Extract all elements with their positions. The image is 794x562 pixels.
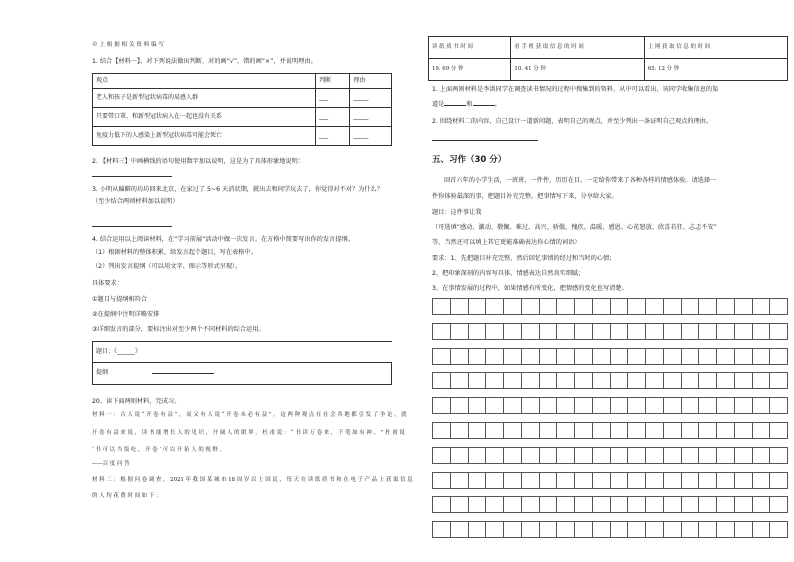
grid-cell[interactable] <box>593 398 611 413</box>
grid-cell[interactable] <box>469 349 487 364</box>
grid-cell[interactable] <box>628 423 646 438</box>
grid-cell[interactable] <box>593 522 611 537</box>
grid-cell[interactable] <box>557 423 575 438</box>
grid-cell[interactable] <box>699 448 717 463</box>
grid-cell[interactable] <box>469 497 487 512</box>
grid-cell[interactable] <box>433 473 451 488</box>
grid-cell[interactable] <box>469 373 487 388</box>
grid-cell[interactable] <box>682 373 700 388</box>
grid-cell[interactable] <box>575 349 593 364</box>
question-2: 2. 【材料三】中画横线的语句使用数字加以说明，这是为了具体形象地说明： <box>92 158 305 165</box>
grid-cell[interactable] <box>593 299 611 314</box>
grid-cell[interactable] <box>664 423 682 438</box>
essay-requirement-2: 2、把印象深刻的内容写具体，情感表达自然真实细腻； <box>432 270 585 277</box>
grid-cell[interactable] <box>593 448 611 463</box>
material-2-line-1: 材 料 二 ： 根 据 问 卷 调 查 ， 2021 年 我 国 某 城 市 18 周 岁 以 上 国 民 ， 每 天 在 读 纸 质 书 和 在 电 子 产 品 上 获 取 信 息 <box>92 477 413 483</box>
grid-cell[interactable] <box>753 349 771 364</box>
grid-cell[interactable] <box>522 398 540 413</box>
grid-cell[interactable] <box>682 324 700 339</box>
grid-cell[interactable] <box>735 324 753 339</box>
grid-cell[interactable] <box>522 324 540 339</box>
grid-cell[interactable] <box>486 299 504 314</box>
section-5-title: 五、习作（30 分） <box>432 155 507 165</box>
grid-cell[interactable] <box>540 349 558 364</box>
grid-cell[interactable] <box>699 373 717 388</box>
grid-row[interactable] <box>432 372 788 389</box>
reason-blank[interactable]: _____ <box>350 108 392 127</box>
header-internet: 上 网 获 取 信 息 的 时 间 <box>644 37 787 59</box>
header-judge: 判断 <box>316 74 350 89</box>
grid-cell[interactable] <box>628 299 646 314</box>
grid-cell[interactable] <box>611 349 629 364</box>
grid-cell[interactable] <box>522 522 540 537</box>
grid-cell[interactable] <box>504 423 522 438</box>
requirement-1: ①题目与提纲相符合 <box>92 296 148 303</box>
answer-line-right-2[interactable] <box>432 140 538 141</box>
answer-blank-2[interactable] <box>473 105 495 106</box>
grid-cell[interactable] <box>575 398 593 413</box>
grid-cell[interactable] <box>735 299 753 314</box>
grid-cell[interactable] <box>540 299 558 314</box>
grid-cell[interactable] <box>593 423 611 438</box>
grid-cell[interactable] <box>735 448 753 463</box>
opinion-table <box>92 73 392 146</box>
grid-cell[interactable] <box>557 349 575 364</box>
grid-cell[interactable] <box>664 473 682 488</box>
essay-title-label: 题目：这件事让我 <box>432 209 482 216</box>
grid-cell[interactable] <box>451 448 469 463</box>
value-phone: 10. 41 分 钟 <box>511 59 644 81</box>
grid-cell[interactable] <box>699 423 717 438</box>
right-question-1-blanks <box>432 101 501 109</box>
grid-cell[interactable] <box>575 497 593 512</box>
grid-cell[interactable] <box>433 497 451 512</box>
grid-cell[interactable] <box>646 349 664 364</box>
grid-cell[interactable] <box>770 349 787 364</box>
grid-cell[interactable] <box>486 398 504 413</box>
grid-cell[interactable] <box>611 448 629 463</box>
outline-cell[interactable] <box>93 363 392 385</box>
table-row <box>93 89 392 108</box>
table-row <box>93 127 392 146</box>
grid-cell[interactable] <box>611 299 629 314</box>
grid-cell[interactable] <box>646 398 664 413</box>
grid-cell[interactable] <box>646 473 664 488</box>
grid-cell[interactable] <box>628 448 646 463</box>
grid-cell[interactable] <box>717 423 735 438</box>
grid-cell[interactable] <box>664 522 682 537</box>
grid-cell[interactable] <box>664 497 682 512</box>
grid-cell[interactable] <box>486 423 504 438</box>
grid-cell[interactable] <box>504 473 522 488</box>
grid-cell[interactable] <box>486 448 504 463</box>
grid-cell[interactable] <box>469 448 487 463</box>
grid-cell[interactable] <box>522 448 540 463</box>
grid-cell[interactable] <box>451 299 469 314</box>
grid-cell[interactable] <box>753 497 771 512</box>
grid-cell[interactable] <box>646 373 664 388</box>
writing-prompt-1: 回首六年的小学生活，一班班，一件件，历历在目，一定给你带来了各种各样的情感体验。请选择一 <box>444 177 717 184</box>
grid-cell[interactable] <box>611 497 629 512</box>
grid-cell[interactable] <box>735 398 753 413</box>
grid-cell[interactable] <box>611 522 629 537</box>
grid-cell[interactable] <box>504 349 522 364</box>
header-reason: 理由 <box>350 74 392 89</box>
requirement-3: ③详细发言的部分，要标注出对至少两个不同材料的综合运用。 <box>92 326 265 333</box>
grid-cell[interactable] <box>557 373 575 388</box>
material-2-line-2: 的 人 均 花 费 时 间 如 下 ： <box>92 493 162 499</box>
table-row <box>429 59 788 81</box>
grid-cell[interactable] <box>770 448 787 463</box>
judge-blank[interactable]: ___ <box>316 89 350 108</box>
grid-cell[interactable] <box>699 522 717 537</box>
grid-cell[interactable] <box>699 299 717 314</box>
question-4: 4. 结合运用以上阅读材料，在“学习前展”活动中做一次发言。在方格中简要写出你的发言提纲。 <box>92 236 354 243</box>
grid-cell[interactable] <box>717 473 735 488</box>
grid-cell[interactable] <box>469 522 487 537</box>
grid-cell[interactable] <box>611 324 629 339</box>
grid-cell[interactable] <box>593 349 611 364</box>
grid-cell[interactable] <box>664 448 682 463</box>
grid-cell[interactable] <box>682 299 700 314</box>
judge-blank[interactable]: ___ <box>316 127 350 146</box>
grid-cell[interactable] <box>717 349 735 364</box>
grid-cell[interactable] <box>717 398 735 413</box>
grid-cell[interactable] <box>486 373 504 388</box>
intro-note: © 上 根 据 相 关 资 料 编 写 <box>92 42 164 48</box>
grid-cell[interactable] <box>770 373 787 388</box>
question-3: 3. 小明从偏僻的坊坊回来北京，在家过了 5~6 天消状期，就出去和同学玩去了，你觉得对不对？为什么？ <box>92 186 383 193</box>
grid-cell[interactable] <box>557 522 575 537</box>
reading-time-header <box>429 37 788 59</box>
reason-blank[interactable]: _____ <box>350 127 392 146</box>
grid-cell[interactable] <box>628 497 646 512</box>
grid-row[interactable] <box>432 348 788 365</box>
grid-cell[interactable] <box>593 497 611 512</box>
grid-cell[interactable] <box>451 473 469 488</box>
grid-cell[interactable] <box>451 349 469 364</box>
grid-cell[interactable] <box>486 349 504 364</box>
outline-blank[interactable] <box>152 373 214 374</box>
grid-cell[interactable] <box>611 423 629 438</box>
grid-cell[interactable] <box>522 473 540 488</box>
grid-cell[interactable] <box>433 324 451 339</box>
grid-cell[interactable] <box>646 522 664 537</box>
grid-cell[interactable] <box>682 522 700 537</box>
grid-cell[interactable] <box>433 398 451 413</box>
grid-cell[interactable] <box>682 398 700 413</box>
grid-cell[interactable] <box>753 398 771 413</box>
grid-cell[interactable] <box>557 473 575 488</box>
question-20: 20、读下面两则材料，完成习。 <box>92 398 181 405</box>
grid-cell[interactable] <box>682 448 700 463</box>
grid-cell[interactable] <box>451 373 469 388</box>
grid-cell[interactable] <box>451 423 469 438</box>
grid-cell[interactable] <box>735 349 753 364</box>
grid-cell[interactable] <box>540 448 558 463</box>
grid-cell[interactable] <box>699 398 717 413</box>
material-1-line-3: ‘ 书 可 以 当 饭 吃 ， 开 卷 ’ 可 以 开 拓 人 的 视 野 。 <box>92 447 226 453</box>
grid-cell[interactable] <box>575 522 593 537</box>
grid-cell[interactable] <box>522 423 540 438</box>
grid-cell[interactable] <box>433 522 451 537</box>
grid-cell[interactable] <box>646 448 664 463</box>
grid-row[interactable] <box>432 397 788 414</box>
grid-cell[interactable] <box>717 324 735 339</box>
grid-cell[interactable] <box>753 473 771 488</box>
grid-cell[interactable] <box>664 349 682 364</box>
grid-cell[interactable] <box>522 349 540 364</box>
grid-cell[interactable] <box>664 398 682 413</box>
material-1-line-2: 开 卷 有 益 来 说 ， 读 书 能 增 长 人 的 见 识 ， 开 阔 人 的 眼 界 。 杜 甫 说 ： “ 书 读 万 卷 来 ， 下 笔 如 有 神 。 ” 杜 甫 说 <box>92 430 405 436</box>
grid-cell[interactable] <box>451 497 469 512</box>
right-question-2: 2. 围绕材料二的内容，自己设计一道新问题，表明自己的观点，并至少列出一条证明自己观点的理由。 <box>432 118 713 125</box>
question-4-2: （2）列出发言提纲（可以用文字、图示等形式呈现）。 <box>92 263 242 270</box>
grid-cell[interactable] <box>486 522 504 537</box>
grid-row[interactable] <box>432 323 788 340</box>
grid-cell[interactable] <box>682 349 700 364</box>
grid-cell[interactable] <box>717 522 735 537</box>
grid-cell[interactable] <box>451 398 469 413</box>
grid-cell[interactable] <box>504 299 522 314</box>
grid-cell[interactable] <box>753 423 771 438</box>
grid-cell[interactable] <box>575 473 593 488</box>
grid-cell[interactable] <box>504 398 522 413</box>
grid-cell[interactable] <box>469 398 487 413</box>
grid-cell[interactable] <box>735 522 753 537</box>
material-1-line-1: 材 料 一 ： 古 人 说 “ 开 卷 有 益 ” ， 而 又 有 人 说 “ 开 卷 未 必 有 益 ” 。 这 两 种 观 点 在 社 会 各 地 都 引 发 了 争 论 。 就 <box>92 412 407 418</box>
grid-cell[interactable] <box>753 324 771 339</box>
grid-cell[interactable] <box>770 299 787 314</box>
grid-cell[interactable] <box>735 423 753 438</box>
grid-cell[interactable] <box>753 522 771 537</box>
grid-cell[interactable] <box>557 398 575 413</box>
grid-cell[interactable] <box>628 398 646 413</box>
grid-cell[interactable] <box>469 473 487 488</box>
grid-cell[interactable] <box>451 522 469 537</box>
reason-blank[interactable]: _____ <box>350 89 392 108</box>
grid-cell[interactable] <box>628 324 646 339</box>
grid-cell[interactable] <box>433 349 451 364</box>
answer-line-2[interactable] <box>92 176 172 177</box>
grid-row[interactable] <box>432 496 788 513</box>
grid-row[interactable] <box>432 447 788 464</box>
blank-suffix: 。 <box>494 101 501 108</box>
opinion-cell: 只要带口罩，和新型冠状病人在一起也没有关系 <box>93 108 316 127</box>
grid-cell[interactable] <box>717 299 735 314</box>
grid-cell[interactable] <box>451 324 469 339</box>
grid-cell[interactable] <box>770 497 787 512</box>
opinion-cell: 老人和孩子是新型冠状病毒的易感人群 <box>93 89 316 108</box>
grid-cell[interactable] <box>540 473 558 488</box>
grid-cell[interactable] <box>717 497 735 512</box>
title-label: 题目： <box>96 347 115 355</box>
grid-cell[interactable] <box>735 473 753 488</box>
grid-cell[interactable] <box>540 497 558 512</box>
header-opinion: 观点 <box>93 74 316 89</box>
title-cell[interactable] <box>93 342 392 363</box>
grid-cell[interactable] <box>504 522 522 537</box>
grid-cell[interactable] <box>469 299 487 314</box>
grid-cell[interactable] <box>575 448 593 463</box>
grid-cell[interactable] <box>504 448 522 463</box>
grid-cell[interactable] <box>469 423 487 438</box>
essay-requirement-1: 要求：1、先把题目补充完整，然后回忆事情的经过和当时的心情； <box>432 255 616 262</box>
grid-cell[interactable] <box>522 299 540 314</box>
grid-cell[interactable] <box>611 398 629 413</box>
grid-cell[interactable] <box>628 473 646 488</box>
speech-outline-table <box>92 341 392 385</box>
grid-cell[interactable] <box>540 373 558 388</box>
question-3-note: （至少结合两则材料加以说明） <box>92 198 179 205</box>
grid-cell[interactable] <box>540 522 558 537</box>
grid-cell[interactable] <box>664 299 682 314</box>
grid-row[interactable] <box>432 298 788 315</box>
blank-prefix: 道是 <box>432 101 445 108</box>
grid-cell[interactable] <box>575 324 593 339</box>
grid-cell[interactable] <box>682 423 700 438</box>
grid-cell[interactable] <box>628 522 646 537</box>
grid-cell[interactable] <box>682 473 700 488</box>
grid-cell[interactable] <box>540 324 558 339</box>
grid-cell[interactable] <box>522 497 540 512</box>
grid-cell[interactable] <box>628 349 646 364</box>
question-1: 1. 结合【材料一】，对下列说法做出判断，对的画“√”，错的画“×”，并说明理由。 <box>92 58 317 65</box>
grid-cell[interactable] <box>646 497 664 512</box>
judge-blank[interactable]: ___ <box>316 108 350 127</box>
grid-cell[interactable] <box>770 398 787 413</box>
grid-cell[interactable] <box>735 497 753 512</box>
grid-cell[interactable] <box>753 448 771 463</box>
answer-blank-1[interactable] <box>444 105 466 106</box>
blank-connector: 和 <box>466 101 473 108</box>
grid-cell[interactable] <box>664 324 682 339</box>
grid-cell[interactable] <box>611 373 629 388</box>
table-row <box>93 108 392 127</box>
grid-cell[interactable] <box>557 448 575 463</box>
grid-cell[interactable] <box>611 473 629 488</box>
grid-cell[interactable] <box>628 373 646 388</box>
grid-row[interactable] <box>432 422 788 439</box>
grid-cell[interactable] <box>770 473 787 488</box>
grid-cell[interactable] <box>575 423 593 438</box>
title-row <box>93 342 392 363</box>
grid-cell[interactable] <box>504 373 522 388</box>
grid-cell[interactable] <box>770 522 787 537</box>
header-paper: 读 纸 质 书 时 间 <box>429 37 511 59</box>
grid-row[interactable] <box>432 521 788 538</box>
grid-cell[interactable] <box>504 324 522 339</box>
answer-line-3[interactable] <box>92 226 172 227</box>
title-value: 《______》 <box>114 347 142 355</box>
value-internet: 65. 12 分 钟 <box>644 59 787 81</box>
grid-cell[interactable] <box>717 373 735 388</box>
grid-cell[interactable] <box>433 373 451 388</box>
right-question-1: 1. 上面两则材料是李洪同学在调查读书情况的过程中搜集到的资料，从中可以看出，该同学收集信息的渠 <box>432 86 719 93</box>
grid-cell[interactable] <box>593 324 611 339</box>
grid-cell[interactable] <box>753 299 771 314</box>
outline-row <box>93 363 392 385</box>
requirement-2: ②在提纲中注明详略安排 <box>92 311 160 318</box>
grid-row[interactable] <box>432 472 788 489</box>
grid-cell[interactable] <box>753 373 771 388</box>
grid-cell[interactable] <box>699 324 717 339</box>
grid-cell[interactable] <box>770 324 787 339</box>
grid-cell[interactable] <box>646 423 664 438</box>
grid-cell[interactable] <box>540 398 558 413</box>
grid-cell[interactable] <box>575 373 593 388</box>
grid-cell[interactable] <box>699 497 717 512</box>
grid-cell[interactable] <box>433 299 451 314</box>
outline-label: 提纲 <box>96 369 109 377</box>
grid-cell[interactable] <box>699 473 717 488</box>
grid-cell[interactable] <box>770 423 787 438</box>
reading-time-table <box>428 36 788 81</box>
grid-cell[interactable] <box>557 324 575 339</box>
grid-cell[interactable] <box>522 373 540 388</box>
grid-cell[interactable] <box>717 448 735 463</box>
grid-cell[interactable] <box>540 423 558 438</box>
opinion-cell: 免疫力低下的人感染上新型冠状病毒可能会死亡 <box>93 127 316 146</box>
grid-cell[interactable] <box>504 497 522 512</box>
material-1-source: ——百 度 问 答 <box>92 461 130 467</box>
grid-cell[interactable] <box>735 373 753 388</box>
essay-requirement-3: 3、在事情发展的过程中，如果情感有所变化，把情感的变化也写清楚。 <box>432 285 628 292</box>
grid-cell[interactable] <box>433 448 451 463</box>
grid-cell[interactable] <box>557 299 575 314</box>
grid-cell[interactable] <box>433 423 451 438</box>
value-paper: 19. 69 分 钟 <box>429 59 511 81</box>
grid-cell[interactable] <box>486 324 504 339</box>
grid-cell[interactable] <box>646 299 664 314</box>
requirements-title: 具体要求： <box>92 280 123 287</box>
grid-cell[interactable] <box>682 497 700 512</box>
opinion-table-header <box>93 74 392 89</box>
grid-cell[interactable] <box>593 373 611 388</box>
grid-cell[interactable] <box>486 473 504 488</box>
grid-cell[interactable] <box>469 324 487 339</box>
options-line-2: 等，当然还可以填上其它更能准确表达你心情的词语） <box>432 239 581 246</box>
grid-cell[interactable] <box>486 497 504 512</box>
question-4-1: （1）根据材料的整体积累，给发言起个题目，写在表格中。 <box>92 249 257 256</box>
options-line-1: （可选填“感动、激动、敬佩、难过、高兴、骄傲、愧疚、温暖、感恩、心花怒放、欣喜若狂、忐忑不安” <box>432 224 717 231</box>
grid-cell[interactable] <box>699 349 717 364</box>
grid-cell[interactable] <box>646 324 664 339</box>
grid-cell[interactable] <box>593 473 611 488</box>
writing-prompt-2: 件你体验最深的事，把题目补充完整，把事情写下来，分享给大家。 <box>432 193 618 200</box>
grid-cell[interactable] <box>664 373 682 388</box>
grid-cell[interactable] <box>557 497 575 512</box>
essay-writing-grid[interactable] <box>432 298 788 546</box>
header-phone: 看 手 机 获 取 信 息 的 时 间 <box>511 37 644 59</box>
grid-cell[interactable] <box>575 299 593 314</box>
